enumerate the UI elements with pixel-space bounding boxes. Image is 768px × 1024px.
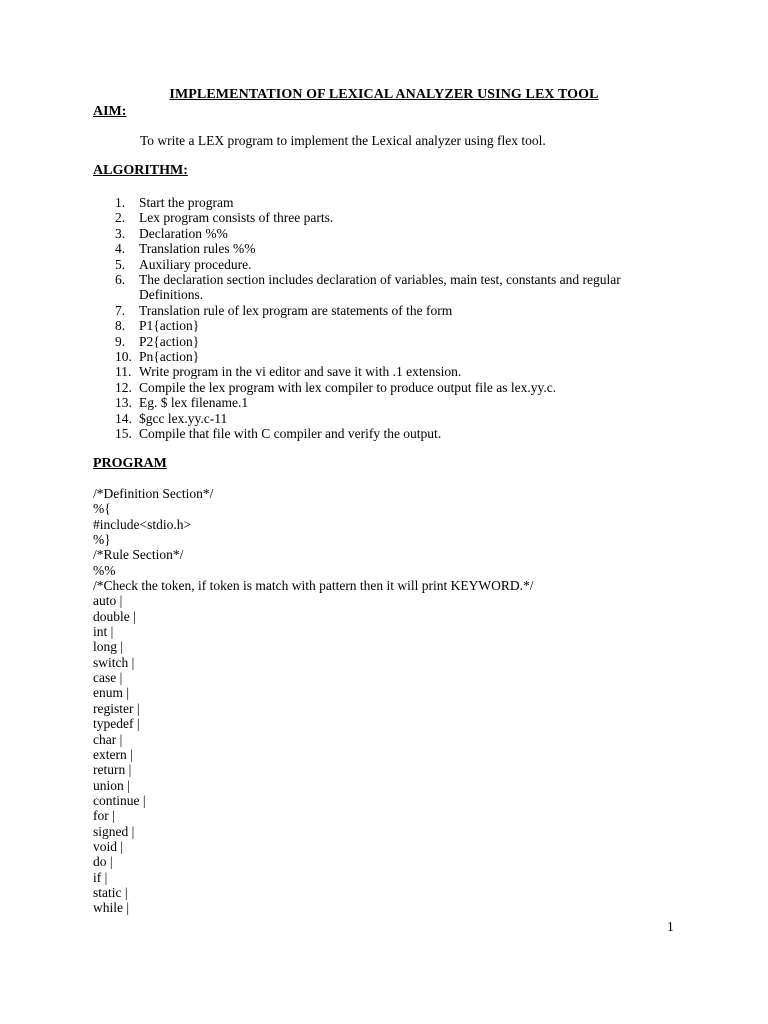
step-text: P2{action} <box>139 333 200 349</box>
code-line: auto | <box>93 593 123 609</box>
step-number: 15. <box>115 426 132 442</box>
algorithm-step <box>0 303 768 318</box>
step-text: Translation rules %% <box>139 241 256 257</box>
step-text: Declaration %% <box>139 225 228 241</box>
algorithm-step <box>0 364 768 379</box>
algorithm-step <box>0 195 768 210</box>
code-line: typedef | <box>93 716 140 732</box>
code-line: extern | <box>93 746 133 762</box>
code-line: static | <box>93 884 128 900</box>
code-line: case | <box>93 670 123 686</box>
code-line: void | <box>93 838 124 854</box>
algorithm-step <box>0 257 768 272</box>
code-line: /*Check the token, if token is match with pattern then it will print KEYWORD.*/ <box>93 578 534 594</box>
document-title: IMPLEMENTATION OF LEXICAL ANALYZER USING LEX TOOL <box>169 87 599 102</box>
algorithm-step <box>0 241 768 256</box>
step-number: 1. <box>115 195 126 210</box>
step-text: Pn{action} <box>139 349 200 365</box>
code-line: register | <box>93 700 140 716</box>
code-line: char | <box>93 731 123 747</box>
code-line: return | <box>93 762 132 778</box>
code-line: switch | <box>93 654 135 670</box>
algorithm-steps <box>0 195 768 442</box>
aim-text: To write a LEX program to implement the Lexical analyzer using flex tool. <box>140 133 546 148</box>
step-number: 5. <box>115 256 126 272</box>
step-number: 8. <box>115 318 126 334</box>
step-text: The declaration section includes declaration of variables, main test, constants and regular Definitions. <box>139 272 621 303</box>
code-line: double | <box>93 608 136 624</box>
step-number: 9. <box>115 333 126 349</box>
algorithm-step <box>0 318 768 333</box>
algorithm-step <box>0 349 768 364</box>
step-number: 11. <box>115 364 132 380</box>
code-line: enum | <box>93 685 130 701</box>
code-line: if | <box>93 869 108 885</box>
code-line: int | <box>93 624 114 640</box>
algorithm-heading: ALGORITHM: <box>93 163 188 178</box>
algorithm-step <box>0 380 768 395</box>
program-code <box>93 486 534 916</box>
code-line: continue | <box>93 792 146 808</box>
code-line: for | <box>93 808 115 824</box>
code-line: union | <box>93 777 130 793</box>
step-number: 10. <box>115 349 132 365</box>
step-text: Write program in the vi editor and save it with .1 extension. <box>139 364 462 380</box>
code-line: /*Definition Section*/ <box>93 486 214 501</box>
step-number: 4. <box>115 241 126 257</box>
step-number: 12. <box>115 379 132 395</box>
step-text: Start the program <box>139 195 234 210</box>
step-number: 2. <box>115 210 126 226</box>
algorithm-step <box>0 334 768 349</box>
code-line: do | <box>93 854 113 870</box>
step-text: Lex program consists of three parts. <box>139 210 334 226</box>
step-text: $gcc lex.yy.c-11 <box>139 410 228 426</box>
step-number: 3. <box>115 225 126 241</box>
algorithm-step <box>0 272 768 303</box>
program-heading: PROGRAM <box>93 456 167 471</box>
code-line: %% <box>93 562 116 578</box>
code-line: %} <box>93 532 111 548</box>
aim-heading: AIM: <box>93 104 127 119</box>
code-line: %{ <box>93 501 111 517</box>
algorithm-step <box>0 226 768 241</box>
code-line: #include<stdio.h> <box>93 516 192 532</box>
algorithm-step <box>0 426 768 441</box>
step-text: Translation rule of lex program are statements of the form <box>139 302 453 318</box>
step-number: 7. <box>115 302 126 318</box>
step-text: Compile the lex program with lex compiler to produce output file as lex.yy.c. <box>139 379 557 395</box>
code-line: long | <box>93 639 124 655</box>
page-number: 1 <box>667 919 674 934</box>
step-text: Eg. $ lex filename.1 <box>139 395 249 411</box>
algorithm-step <box>0 411 768 426</box>
step-text: P1{action} <box>139 318 200 334</box>
step-text: Compile that file with C compiler and verify the output. <box>139 426 442 442</box>
step-number: 6. <box>115 272 126 288</box>
code-line: /*Rule Section*/ <box>93 547 184 563</box>
algorithm-step <box>0 395 768 410</box>
step-number: 14. <box>115 410 132 426</box>
code-line: while | <box>93 900 130 916</box>
code-line: signed | <box>93 823 135 839</box>
step-number: 13. <box>115 395 132 411</box>
algorithm-step <box>0 210 768 225</box>
step-text: Auxiliary procedure. <box>139 256 252 272</box>
